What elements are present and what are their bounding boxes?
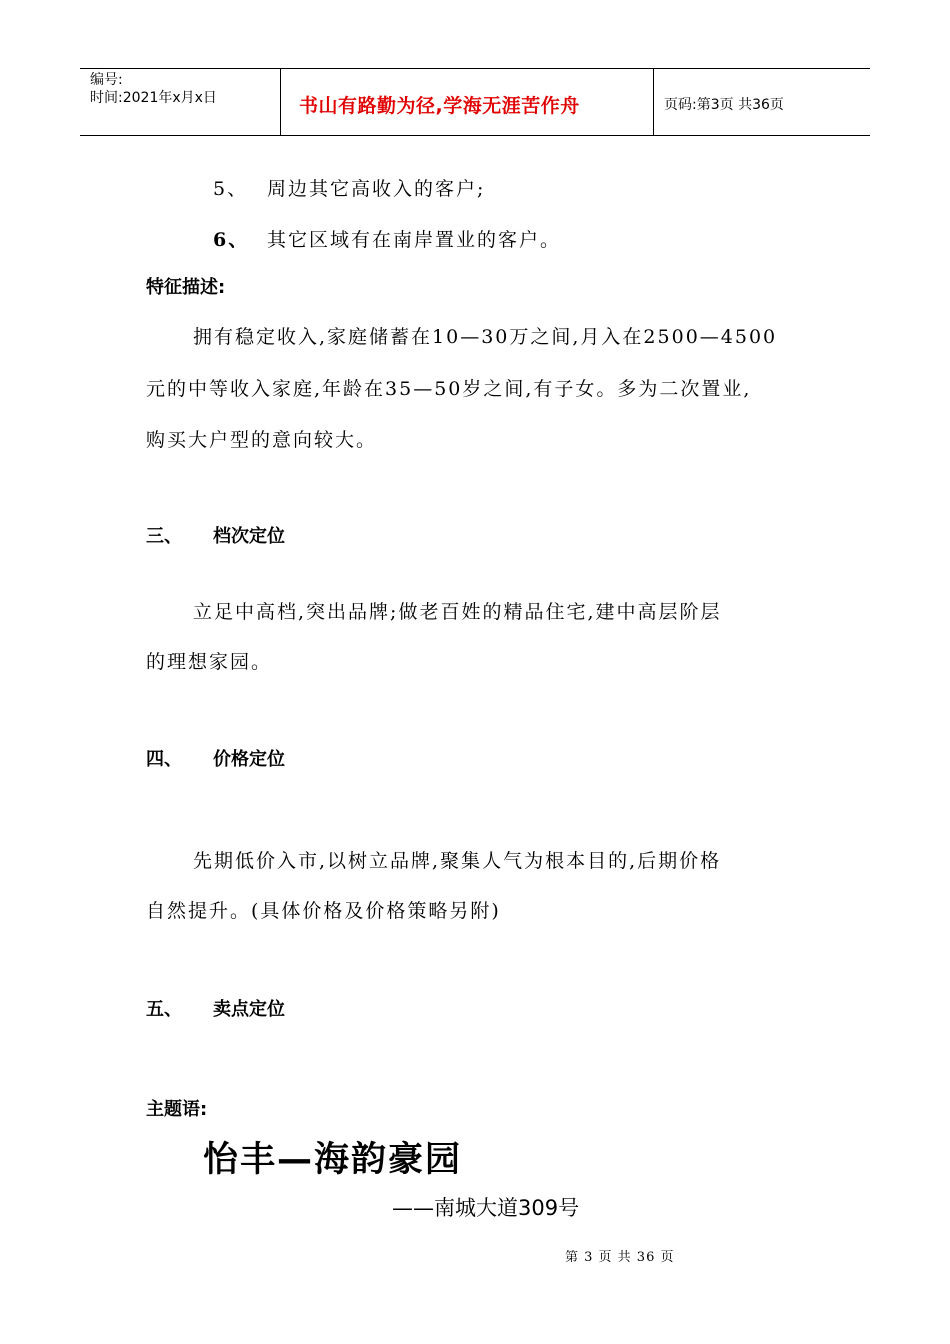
list-item-6 xyxy=(213,225,562,252)
page-footer: 第 3 页 共 36 页 xyxy=(565,1250,675,1265)
list-item-5 xyxy=(213,174,486,201)
section-3-number: 三、 xyxy=(146,526,182,547)
document-date-label: 时间:2021年x月x日 xyxy=(90,90,217,106)
section-3-line-2: 的理想家园。 xyxy=(146,651,273,673)
header-motto-cell xyxy=(281,69,654,135)
section-4-line-1: 先期低价入市,以树立品牌,聚集人气为根本目的,后期价格 xyxy=(193,850,722,872)
features-heading: 特征描述: xyxy=(146,277,226,298)
header-meta-cell xyxy=(80,69,281,135)
header-page-info: 页码:第3页 共36页 xyxy=(664,97,784,113)
section-4-heading xyxy=(146,745,285,771)
list-item-6-number: 6、 xyxy=(213,229,250,251)
page-header xyxy=(80,68,870,136)
header-motto: 书山有路勤为径,学海无涯苦作舟 xyxy=(299,95,580,117)
theme-address: ——南城大道309号 xyxy=(392,1196,580,1220)
document-number-label: 编号: xyxy=(90,72,123,88)
section-3-title: 档次定位 xyxy=(213,526,285,547)
list-item-5-text: 周边其它高收入的客户; xyxy=(267,178,486,200)
section-5-title: 卖点定位 xyxy=(213,999,285,1020)
section-3-heading xyxy=(146,522,285,548)
section-5-number: 五、 xyxy=(146,999,182,1020)
section-5-heading xyxy=(146,995,285,1021)
features-line-3: 购买大户型的意向较大。 xyxy=(146,429,378,451)
section-4-number: 四、 xyxy=(146,749,182,770)
section-3-line-1: 立足中高档,突出品牌;做老百姓的精品住宅,建中高层阶层 xyxy=(193,601,722,623)
theme-slogan: 怡丰—海韵豪园 xyxy=(203,1140,463,1180)
section-4-line-2: 自然提升。(具体价格及价格策略另附) xyxy=(146,900,501,922)
features-line-1: 拥有稳定收入,家庭储蓄在10—30万之间,月入在2500—4500 xyxy=(193,326,778,348)
features-line-2: 元的中等收入家庭,年龄在35—50岁之间,有子女。多为二次置业, xyxy=(146,378,752,400)
list-item-5-number: 5、 xyxy=(213,178,249,200)
list-item-6-text: 其它区域有在南岸置业的客户。 xyxy=(267,229,562,251)
theme-label: 主题语: xyxy=(146,1099,208,1120)
section-4-title: 价格定位 xyxy=(213,749,285,770)
header-page-cell xyxy=(654,69,870,135)
